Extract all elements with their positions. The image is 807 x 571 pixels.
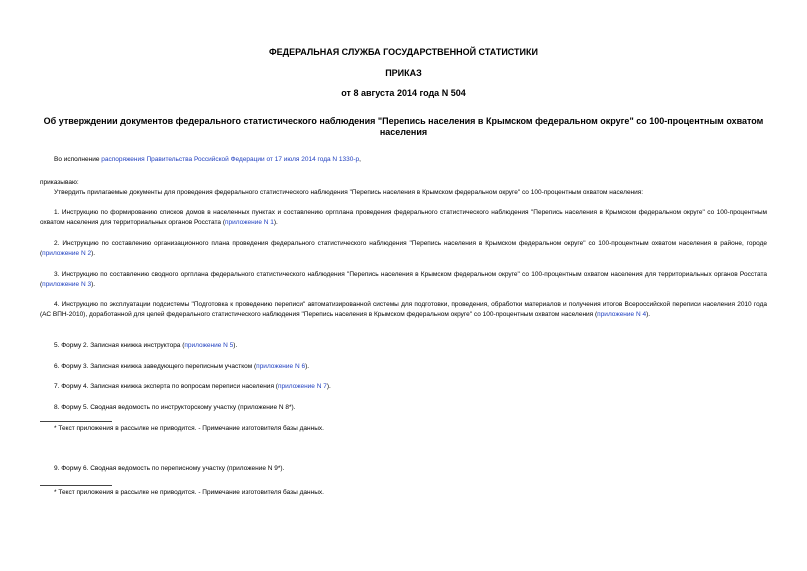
doc-type-heading: ПРИКАЗ bbox=[385, 68, 422, 78]
item-7-end: ). bbox=[326, 383, 331, 390]
footnote: * Текст приложения в рассылке не приводится. - Примечание изготовителя базы данных. bbox=[54, 425, 324, 432]
footnote-divider bbox=[40, 421, 112, 422]
intro-suffix: , bbox=[359, 156, 361, 163]
footnote: * Текст приложения в рассылке не приводится. - Примечание изготовителя базы данных. bbox=[54, 489, 324, 496]
item-9: 9. Форму 6. Сводная ведомость по переписному участку (приложение N 9*). bbox=[54, 465, 285, 472]
item-2 bbox=[40, 239, 767, 259]
intro-paragraph bbox=[40, 155, 767, 165]
agency-heading: ФЕДЕРАЛЬНАЯ СЛУЖБА ГОСУДАРСТВЕННОЙ СТАТИСТИКИ bbox=[269, 47, 538, 57]
appendix-5-link[interactable]: приложение N 5 bbox=[184, 342, 234, 349]
item-3 bbox=[40, 270, 767, 290]
appendix-3-link[interactable]: приложение N 3 bbox=[42, 281, 92, 288]
footnote-divider bbox=[40, 485, 112, 486]
item-1 bbox=[40, 208, 767, 228]
appendix-1-link[interactable]: приложение N 1 bbox=[224, 219, 274, 226]
item-2-end: ). bbox=[91, 250, 96, 257]
item-1-end: ). bbox=[273, 219, 278, 226]
intro-prefix: Во исполнение bbox=[54, 156, 102, 163]
item-4 bbox=[40, 300, 767, 320]
appendix-7-link[interactable]: приложение N 7 bbox=[277, 383, 327, 390]
item-5-text: 5. Форму 2. Записная книжка инструктора ( bbox=[54, 342, 185, 349]
government-order-link[interactable]: распоряжения Правительства Российской Федерации от 17 июля 2014 года N 1330-р bbox=[101, 156, 360, 163]
item-6-end: ). bbox=[305, 363, 310, 370]
date-number-heading: от 8 августа 2014 года N 504 bbox=[341, 88, 466, 98]
document-title: Об утверждении документов федерального статистического наблюдения "Перепись населения в Крымском федеральном округе" со 100-процентным охватом населения bbox=[43, 116, 764, 137]
item-4-end: ). bbox=[646, 311, 651, 318]
item-8: 8. Форму 5. Сводная ведомость по инструкторскому участку (приложение N 8*). bbox=[54, 404, 296, 411]
item-2-text: 2. Инструкцию по составлению организационного плана проведения федерального статистического наблюдения "Перепись населения в Крымском федеральном округе" со 100-процентным охватом населения в районе, городе ( bbox=[40, 240, 767, 257]
item-6-text: 6. Форму 3. Записная книжка заведующего переписным участком ( bbox=[54, 363, 257, 370]
item-5-end: ). bbox=[233, 342, 238, 349]
item-5 bbox=[40, 341, 767, 351]
item-7 bbox=[40, 382, 767, 392]
appendix-6-link[interactable]: приложение N 6 bbox=[256, 363, 306, 370]
prikazyvayu-text: приказываю: bbox=[40, 179, 79, 186]
item-3-end: ). bbox=[91, 281, 96, 288]
item-1-text: 1. Инструкцию по формированию списков домов в населенных пунктах и составлению оргплана проведения федерального статистического наблюдения "Перепись населения в Крымском федеральном округе" со 100-процентным охватом населения для территориальных органов Росстата ( bbox=[40, 209, 767, 226]
item-7-text: 7. Форму 4. Записная книжка эксперта по вопросам переписи населения ( bbox=[54, 383, 278, 390]
appendix-2-link[interactable]: приложение N 2 bbox=[42, 250, 92, 257]
item-4-text: 4. Инструкцию по эксплуатации подсистемы "Подготовка к проведению переписи" автоматизированной системы для подготовки, проведения, обработки материалов и получения итогов Всероссийской переписи населения 2010 года (АС ВПН-2010), доработанной для целей федерального статистического наблюдения "Перепись населения в Крымском федеральном округе" со 100-процентным охватом населения ( bbox=[40, 301, 767, 318]
item-6 bbox=[40, 362, 767, 372]
item-3-text: 3. Инструкцию по составлению сводного оргплана федерального статистического наблюдения "Перепись населения в Крымском федеральном округе" со 100-процентным охватом населения для территориальных органов Росстата ( bbox=[40, 271, 767, 288]
appendix-4-link[interactable]: приложение N 4 bbox=[597, 311, 647, 318]
approve-paragraph: Утвердить прилагаемые документы для проведения федерального статистического наблюдения "Перепись населения в Крымском федеральном округе" со 100-процентным охватом населения: bbox=[54, 189, 644, 196]
